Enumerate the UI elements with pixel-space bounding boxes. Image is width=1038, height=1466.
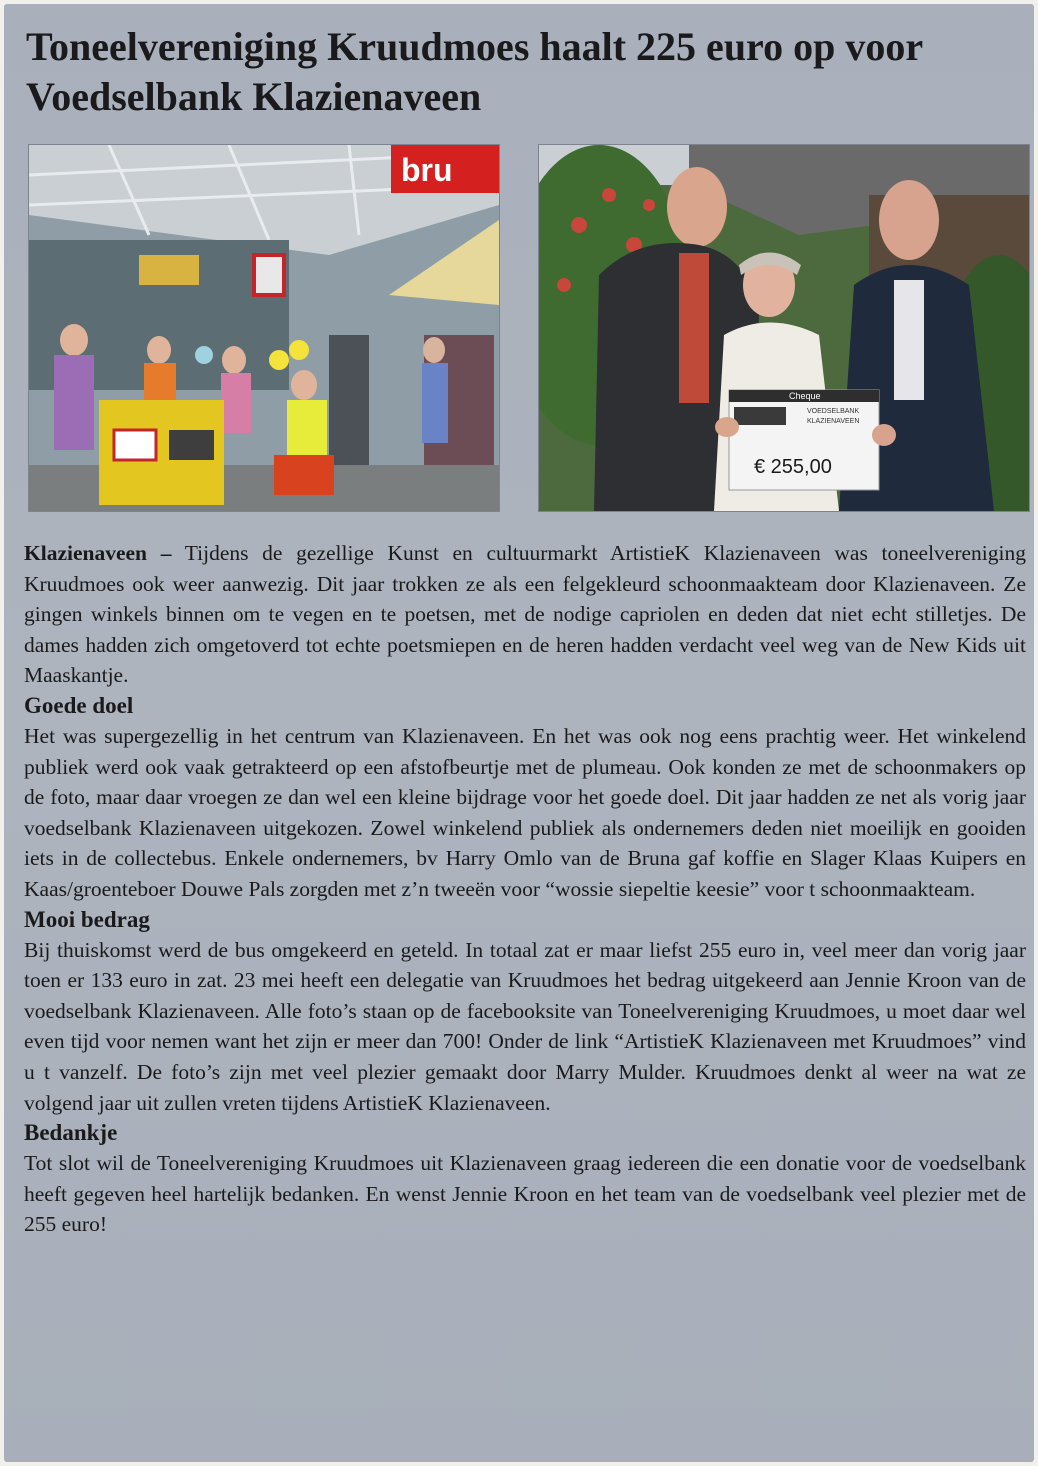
section-heading-goede-doel: Goede doel [24,692,134,718]
article-intro [24,538,1026,691]
cheque [729,390,879,490]
article-headline: Toneelvereniging Kruudmoes haalt 225 euro op voor Voedselbank Klazienaveen [26,24,923,119]
article-body [24,538,1026,1240]
section-heading-mooi-bedrag: Mooi bedrag [24,906,150,932]
cheque-payee-line1: VOEDSELBANK [807,408,860,415]
section-heading-bedankje: Bedankje [24,1120,118,1146]
cheque-payee-line2: KLAZIENAVEEN [807,418,860,425]
store-sign-text: bru [401,152,453,188]
store-front-cleaning-team-photo [29,145,499,511]
article-intro-text: Tijdens de gezellige Kunst en cultuurmarkt ArtistieK Klazienaveen was toneelvereniging Kruudmoes ook weer aanwezig. Dit jaar trokken ze als een felgekleurd schoonmaakteam door Klazienaveen. Ze gingen winkels binnen om te vegen en te poetsen, met de nodige capriolen en deden dat niet echt stilletjes. De dames hadden zich omgetoverd tot echte poetsmiepen en de heren hadden verdacht veel weg van de New Kids uit Maaskantje. [24,541,1026,688]
cheque-handover-photo [539,145,1029,511]
section-body-mooi-bedrag: Bij thuiskomst werd de bus omgekeerd en geteld. In totaal zat er maar liefst 255 euro in, veel meer dan vorig jaar toen er 133 euro in zat. 23 mei heeft een delegatie van Kruudmoes het bedrag uitgekeerd aan Jennie Kroon van de voedselbank Klazienaveen. Alle foto’s staan op de facebooksite van Toneelvereniging Kruudmoes, u moet daar wel even tijd voor nemen want het zijn er meer dan 700! Onder de link “ArtistieK Klazienaveen met Kruudmoes” vind u t vanzelf. De foto’s zijn met veel plezier gemaakt door Marry Mulder. Kruudmoes denkt al weer na wat ze volgend jaar uit zullen vreten tijdens ArtistieK Klazienaveen. [24,937,1026,1115]
cheque-header: Cheque [789,391,821,401]
section-body-goede-doel: Het was supergezellig in het centrum van Klazienaveen. En het was ook nog eens prachtig weer. Het winkelend publiek werd ook vaak getrakteerd op een afstofbeurtje met de plumeau. Ook konden ze met de schoonmakers op de foto, maar daar vroegen ze dan wel een kleine bijdrage voor het goede doel. Dit jaar hadden ze net als vorig jaar voedselbank Klazienaveen uitgekozen. Zowel winkelend publiek als ondernemers deden niet moeilijk en gooiden iets in de collectebus. Enkele ondernemers, bv Harry Omlo van de Bruna gaf koffie en Slager Klaas Kuipers en Kaas/groenteboer Douwe Pals zorgden met z’n tweeën voor “wossie siepeltie keesie” voor t schoonmaakteam. [24,723,1026,901]
section-body-bedankje: Tot slot wil de Toneelvereniging Kruudmoes uit Klazienaveen graag iedereen die een donatie voor de voedselbank heeft gegeven heel hartelijk bedanken. En wenst Jennie Kroon en het team van de voedselbank veel plezier met de 255 euro! [24,1151,1026,1237]
cheque-amount: € 255,00 [754,456,832,478]
photo-cleaning-team [28,144,500,512]
article-dateline: Klazienaveen – [24,541,172,565]
photo-cheque-handover [538,144,1030,512]
newspaper-clipping [4,4,1034,1462]
